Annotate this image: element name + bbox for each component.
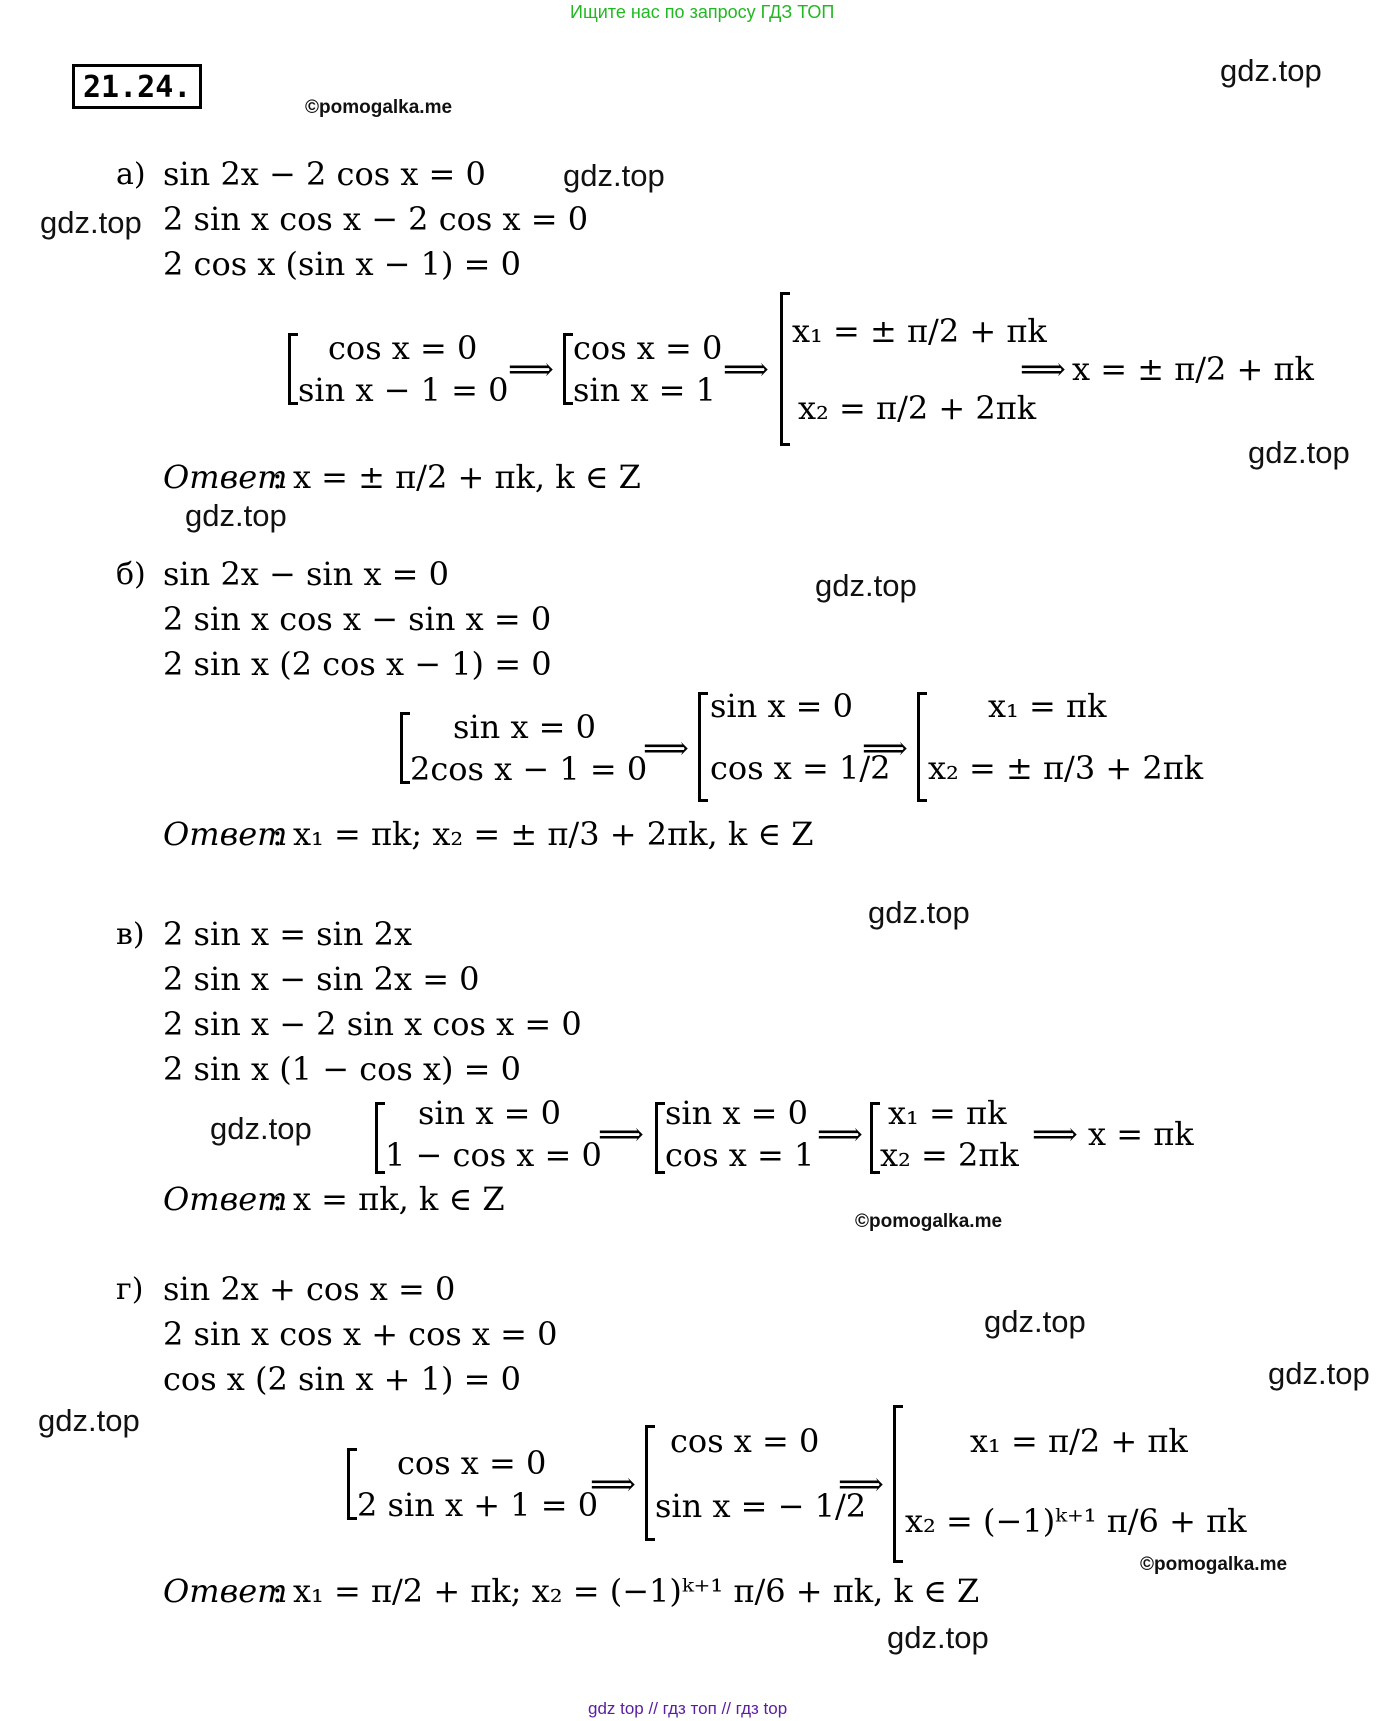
- system-bracket: [347, 1448, 357, 1520]
- system-equation: sin x = 1: [573, 371, 716, 409]
- system-equation: cos x = 0: [670, 1422, 820, 1460]
- watermark: gdz.top: [887, 1620, 989, 1655]
- system-equation: cos x = 1/2: [710, 749, 891, 787]
- implies-arrow: ⟹: [862, 729, 908, 767]
- system-solution: x₁ = πk: [988, 687, 1107, 725]
- system-equation: cos x = 0: [397, 1444, 547, 1482]
- answer: : x₁ = π/2 + πk; x₂ = (−1)ᵏ⁺¹ π/6 + πk, k ∈ Z: [272, 1572, 980, 1610]
- system-solution: x₂ = ± π/3 + 2πk: [928, 749, 1204, 787]
- system-solution: x₂ = π/2 + 2πk: [798, 389, 1037, 427]
- watermark: gdz.top: [185, 498, 287, 533]
- equation-line: sin 2x − 2 cos x = 0: [163, 155, 486, 193]
- answer-word: Ответ: [163, 815, 288, 853]
- equation-line: 2 sin x cos x − 2 cos x = 0: [163, 200, 589, 238]
- system-bracket: [288, 333, 298, 405]
- system-solution: x₂ = 2πk: [880, 1136, 1019, 1174]
- system-equation: cos x = 1: [665, 1136, 815, 1174]
- problem-number: 21.24.: [72, 64, 202, 109]
- system-bracket: [698, 692, 708, 802]
- equation-line: 2 sin x (1 − cos x) = 0: [163, 1050, 522, 1088]
- system-bracket: [563, 333, 573, 405]
- answer: : x₁ = πk; x₂ = ± π/3 + 2πk, k ∈ Z: [272, 815, 814, 853]
- copyright-mark: ©pomogalka.me: [855, 1211, 1003, 1232]
- part-label: б): [116, 557, 146, 592]
- implies-arrow: ⟹: [1032, 1115, 1078, 1153]
- system-bracket: [780, 292, 790, 446]
- implies-arrow: ⟹: [723, 350, 769, 388]
- watermark: gdz.top: [38, 1403, 140, 1438]
- answer: : x = ± π/2 + πk, k ∈ Z: [272, 458, 641, 496]
- system-equation: cos x = 0: [328, 329, 478, 367]
- equation-line: 2 sin x cos x + cos x = 0: [163, 1315, 558, 1353]
- answer-word: Ответ: [163, 458, 288, 496]
- system-equation: sin x = − 1/2: [655, 1487, 867, 1525]
- part-label: г): [116, 1272, 144, 1307]
- implies-arrow: ⟹: [508, 350, 554, 388]
- system-bracket: [893, 1405, 903, 1563]
- watermark: gdz.top: [563, 158, 665, 193]
- watermark: gdz.top: [1268, 1356, 1370, 1391]
- implies-arrow: ⟹: [590, 1465, 636, 1503]
- equation-line: 2 sin x − sin 2x = 0: [163, 960, 480, 998]
- equation-line: 2 sin x (2 cos x − 1) = 0: [163, 645, 552, 683]
- system-solution: x₁ = π/2 + πk: [970, 1422, 1188, 1460]
- system-equation: sin x = 0: [418, 1094, 561, 1132]
- equation-line: 2 sin x = sin 2x: [163, 915, 413, 953]
- equation-line: 2 cos x (sin x − 1) = 0: [163, 245, 522, 283]
- system-bracket: [870, 1102, 880, 1174]
- watermark: gdz.top: [815, 568, 917, 603]
- top-banner: Ищите нас по запросу ГДЗ ТОП: [570, 2, 835, 22]
- answer-word: Ответ: [163, 1572, 288, 1610]
- system-bracket: [645, 1425, 655, 1541]
- answer: : x = πk, k ∈ Z: [272, 1180, 505, 1218]
- result: x = πk: [1088, 1115, 1194, 1153]
- equation-line: sin 2x + cos x = 0: [163, 1270, 456, 1308]
- watermark: gdz.top: [40, 205, 142, 240]
- system-equation: cos x = 0: [573, 329, 723, 367]
- implies-arrow: ⟹: [643, 729, 689, 767]
- answer-word: Ответ: [163, 1180, 288, 1218]
- implies-arrow: ⟹: [817, 1115, 863, 1153]
- copyright-mark: ©pomogalka.me: [1140, 1554, 1288, 1575]
- system-solution: x₁ = ± π/2 + πk: [792, 312, 1047, 350]
- implies-arrow: ⟹: [1020, 350, 1066, 388]
- footer-links: gdz top // гдз топ // гдз top: [588, 1699, 788, 1718]
- system-bracket: [655, 1102, 665, 1174]
- result: x = ± π/2 + πk: [1072, 350, 1314, 388]
- watermark: gdz.top: [1248, 435, 1350, 470]
- equation-line: 2 sin x − 2 sin x cos x = 0: [163, 1005, 582, 1043]
- system-equation: 2 sin x + 1 = 0: [357, 1486, 599, 1524]
- part-label: а): [116, 157, 146, 192]
- system-equation: sin x = 0: [710, 687, 853, 725]
- system-bracket: [917, 692, 927, 802]
- system-equation: 2cos x − 1 = 0: [410, 750, 648, 788]
- system-equation: sin x − 1 = 0: [298, 371, 509, 409]
- watermark: gdz.top: [210, 1111, 312, 1146]
- equation-line: cos x (2 sin x + 1) = 0: [163, 1360, 522, 1398]
- watermark: gdz.top: [868, 895, 970, 930]
- system-solution: x₂ = (−1)ᵏ⁺¹ π/6 + πk: [905, 1502, 1247, 1540]
- system-equation: sin x = 0: [665, 1094, 808, 1132]
- system-solution: x₁ = πk: [888, 1094, 1007, 1132]
- copyright-mark: ©pomogalka.me: [305, 97, 453, 118]
- system-equation: 1 − cos x = 0: [385, 1136, 602, 1174]
- system-bracket: [400, 712, 410, 784]
- watermark: gdz.top: [1220, 53, 1322, 88]
- system-bracket: [375, 1102, 385, 1174]
- implies-arrow: ⟹: [598, 1115, 644, 1153]
- part-label: в): [116, 917, 145, 952]
- system-equation: sin x = 0: [453, 708, 596, 746]
- equation-line: 2 sin x cos x − sin x = 0: [163, 600, 552, 638]
- equation-line: sin 2x − sin x = 0: [163, 555, 449, 593]
- watermark: gdz.top: [984, 1304, 1086, 1339]
- implies-arrow: ⟹: [838, 1465, 884, 1503]
